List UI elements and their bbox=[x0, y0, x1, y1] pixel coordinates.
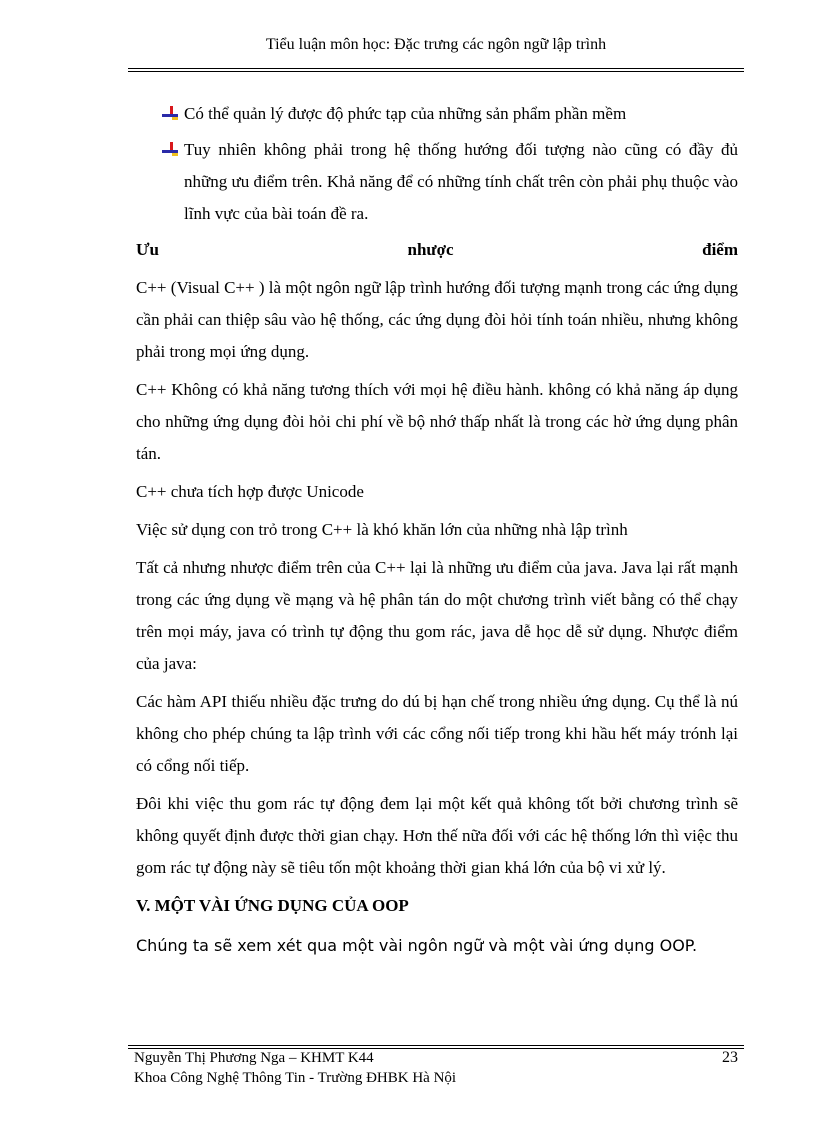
paragraph: C++ Không có khả năng tương thích với mọi hệ điều hành. không có khả năng áp dụng cho những ứng dụng đòi hỏi chi phí về bộ nhớ thấp nhất là trong các hờ ứng dụng phân tán. bbox=[136, 380, 738, 463]
section-title: V. MỘT VÀI ỨNG DỤNG CỦA OOP bbox=[136, 896, 409, 915]
paragraph: Tất cả nhưng nhược điểm trên của C++ lại là những ưu điểm của java. Java lại rất mạnh trong các ứng dụng về mạng và hệ phân tán do một chương trình viết bằng có thể chạy trên mọi máy, java có trình tự động thu gom rác, java dễ học dễ sử dụng. Nhược điểm của java: bbox=[136, 558, 738, 673]
pros-cons-heading bbox=[136, 234, 738, 266]
paragraph: Đôi khi việc thu gom rác tự động đem lại một kết quả không tốt bởi chương trình sẽ không quyết định được thời gian chạy. Hơn thế nữa đối với các hệ thống lớn thì việc thu gom rác tự động này sẽ tiêu tốn một khoảng thời gian khá lớn của bộ vi xử lý. bbox=[136, 794, 738, 877]
page-number: 23 bbox=[722, 1049, 738, 1066]
paragraph: C++ chưa tích hợp được Unicode bbox=[136, 482, 364, 501]
closing-paragraph: Chúng ta sẽ xem xét qua một vài ngôn ngữ và một vài ứng dụng OOP. bbox=[136, 936, 698, 955]
document-body bbox=[136, 98, 738, 968]
page-footer bbox=[134, 1048, 754, 1088]
paragraph: C++ (Visual C++ ) là một ngôn ngữ lập trình hướng đối tượng mạnh trong các ứng dụng cần phải can thiệp sâu vào hệ thống, các ứng dụng đòi hỏi tính toán nhiều, nhưng không phải trong mọi ứng dụng. bbox=[136, 278, 738, 361]
bullet-text: Tuy nhiên không phải trong hệ thống hướng đối tượng nào cũng có đầy đủ những ưu điểm trên. Khả năng để có những tính chất trên còn phải phụ thuộc vào lĩnh vực của bài toán đề ra. bbox=[184, 140, 738, 223]
bullet-item bbox=[136, 98, 738, 130]
bullet-item bbox=[136, 134, 738, 230]
heading-word: điểm bbox=[702, 240, 738, 259]
footer-institution: Khoa Công Nghệ Thông Tin - Trường ĐHBK Hà Nội bbox=[134, 1070, 457, 1086]
paragraph: Việc sử dụng con trỏ trong C++ là khó khăn lớn của những nhà lập trình bbox=[136, 520, 628, 539]
footer-author: Nguyễn Thị Phương Nga – KHMT K44 bbox=[134, 1050, 374, 1066]
header-rule bbox=[128, 68, 744, 72]
bullet-arrow-icon bbox=[162, 142, 178, 156]
bullet-arrow-icon bbox=[162, 106, 178, 120]
heading-word: Ưu bbox=[136, 240, 159, 259]
bullet-text: Có thể quản lý được độ phức tạp của những sản phẩm phần mềm bbox=[184, 104, 627, 123]
heading-word: nhược bbox=[407, 240, 454, 259]
page-header: Tiểu luận môn học: Đặc trưng các ngôn ngữ lập trình bbox=[265, 36, 607, 53]
paragraph: Các hàm API thiếu nhiều đặc trưng do dú bị hạn chế trong nhiều ứng dụng. Cụ thể là nú không cho phép chúng ta lập trình với các cổng nối tiếp trong khi hầu hết máy trónh lại có cổng nối tiếp. bbox=[136, 692, 738, 775]
